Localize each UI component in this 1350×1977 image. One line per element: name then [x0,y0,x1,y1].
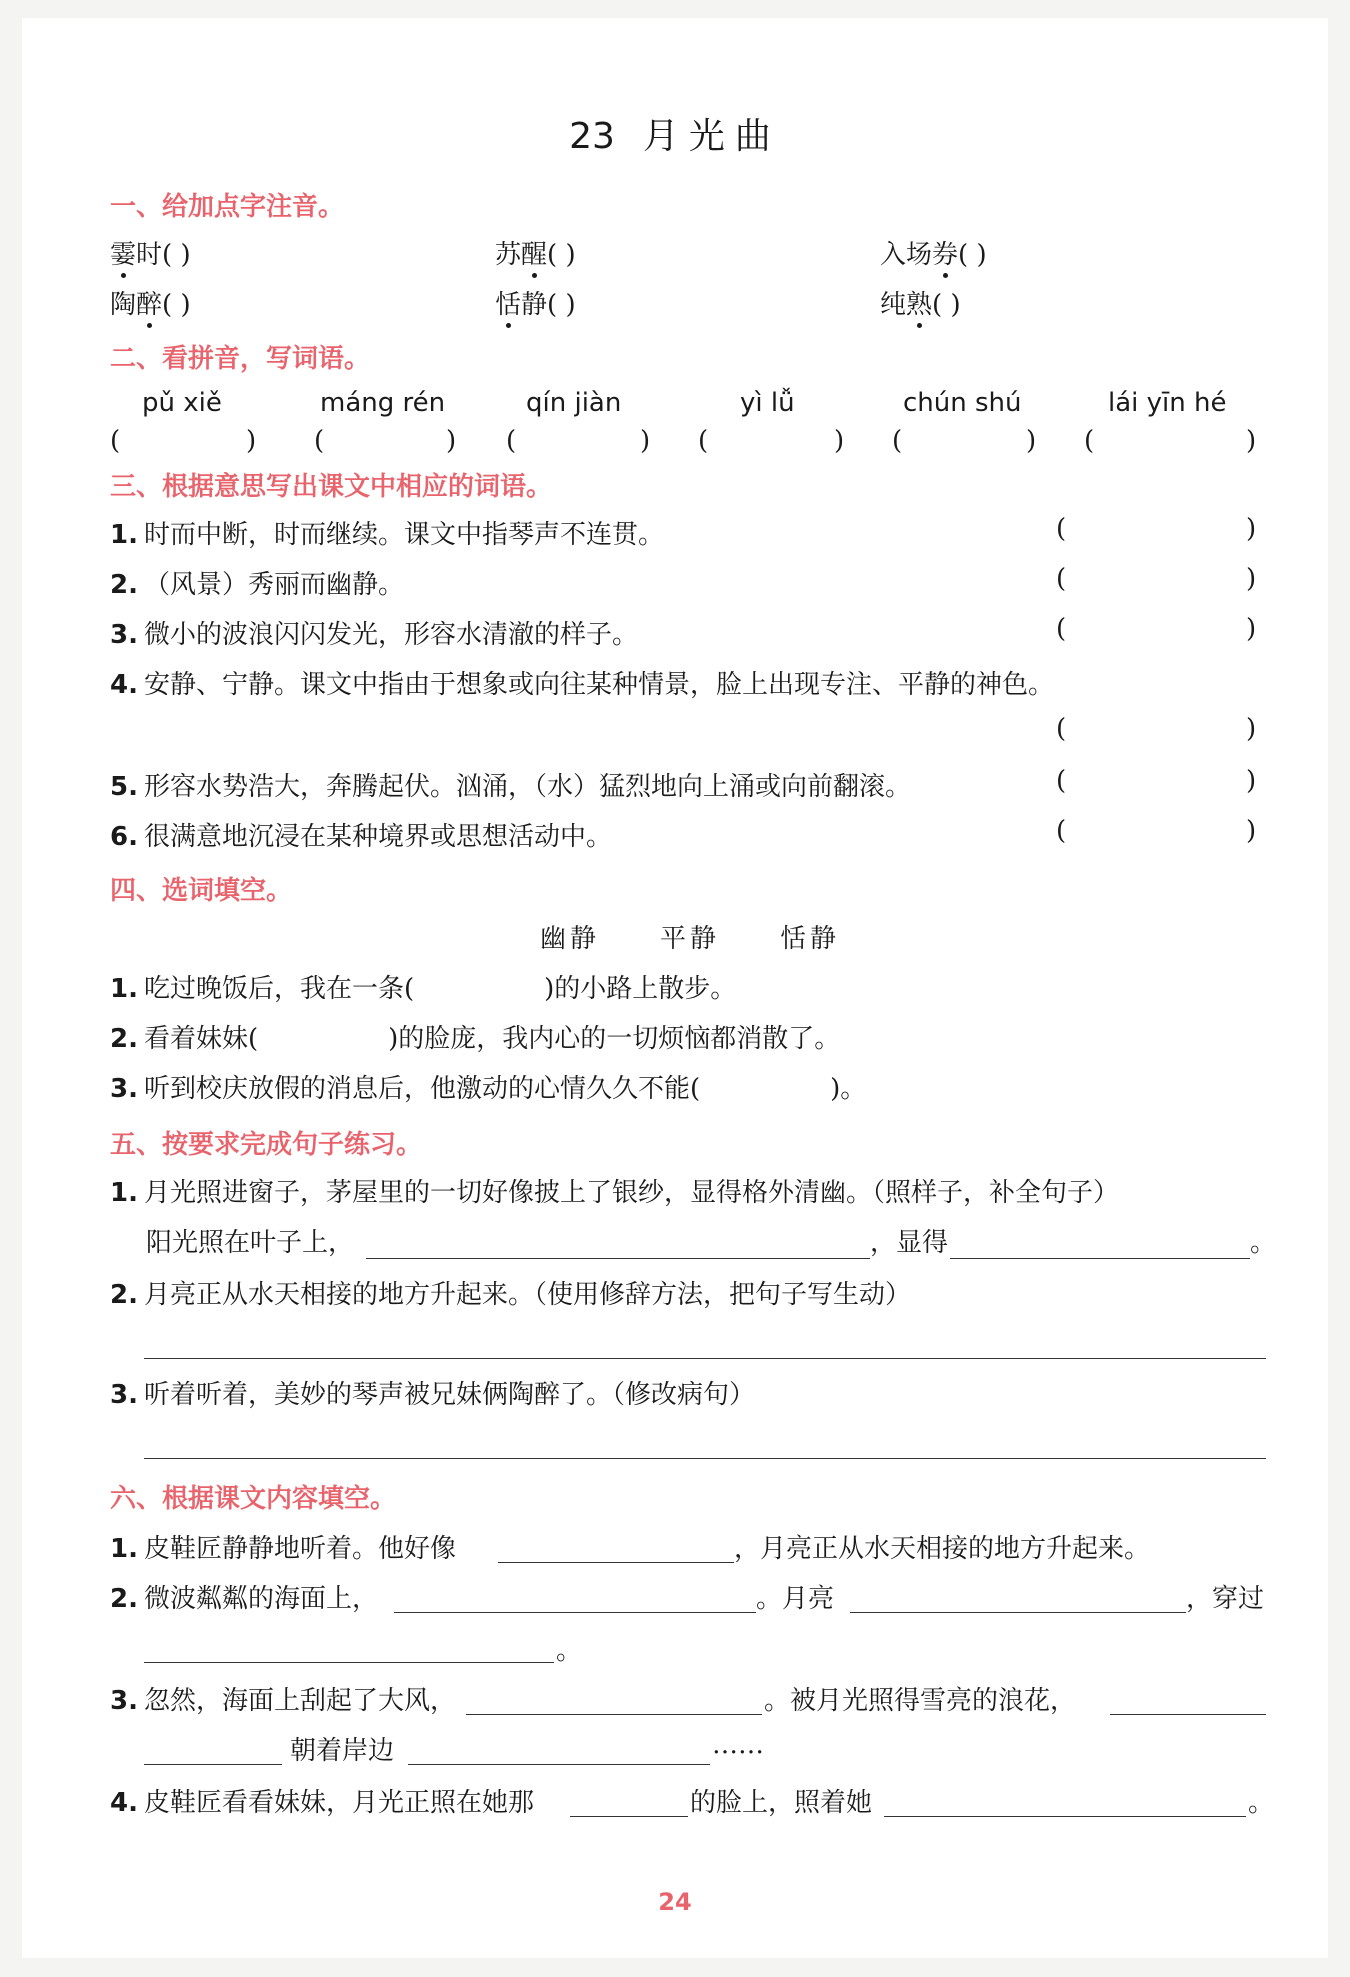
page-number: 24 [658,1888,692,1916]
answer-paren-open: ( [1056,816,1067,846]
answer-line [394,1612,756,1613]
definition-item: 2. （风景）秀丽而幽静。 [110,570,404,600]
section-3-heading: 三、根据意思写出课文中相应的词语。 [110,472,553,502]
content-fill-1b: ，月亮正从水天相接的地方升起来。 [734,1534,1151,1564]
content-fill-2c: ，穿过 [1186,1584,1265,1614]
answer-paren-close: ) [1246,564,1257,594]
answer-paren-open: ( [892,426,903,456]
answer-paren-open: ( [110,426,121,456]
answer-paren-open: ( [1056,614,1067,644]
answer-paren-close: ) [1246,816,1257,846]
definition-item: 6. 很满意地沉浸在某种境界或思想活动中。 [110,822,612,852]
word-choice: 恬静 [780,924,841,954]
answer-paren-open: ( [1056,714,1067,744]
content-fill-4: 4. 皮鞋匠看看妹妹，月光正照在她那 [110,1788,534,1818]
phonetic-item: 陶醉( ) [110,284,191,321]
content-fill-1: 1. 皮鞋匠静静地听着。他好像 [110,1534,456,1564]
answer-paren-close: ) [1246,766,1257,796]
sentence-fill-end: 。 [1250,1228,1277,1258]
content-fill-3: 3. 忽然，海面上刮起了大风， [110,1686,456,1716]
answer-line [950,1258,1250,1259]
sentence-fill-b: ，显得 [870,1228,949,1258]
pinyin-prompt: pǔ xiě [142,388,222,418]
answer-line [850,1612,1186,1613]
answer-line [144,1358,1266,1359]
section-6-heading: 六、根据课文内容填空。 [110,1484,397,1514]
answer-line [466,1714,762,1715]
answer-line [144,1764,282,1765]
answer-paren-close: ) [246,426,257,456]
answer-paren-close: ) [1026,426,1037,456]
word-choice: 幽静 [540,924,601,954]
definition-item: 4. 安静、宁静。课文中指由于想象或向往某种情景，脸上出现专注、平静的神色。 [110,670,1054,700]
fill-blank-item: 3. 听到校庆放假的消息后，他激动的心情久久不能( )。 [110,1074,867,1104]
answer-paren-close: ) [1246,614,1257,644]
answer-paren-open: ( [314,426,325,456]
lesson-title: 月光曲 [642,116,781,157]
answer-line [144,1458,1266,1459]
pinyin-prompt: chún shú [903,388,1022,418]
content-fill-2: 2. 微波粼粼的海面上， [110,1584,378,1614]
sentence-task: 1. 月光照进窗子，茅屋里的一切好像披上了银纱，显得格外清幽。（照样子，补全句子） [110,1178,1119,1208]
answer-paren-open: ( [1056,766,1067,796]
answer-paren-close: ) [640,426,651,456]
answer-line [366,1258,870,1259]
content-fill-3d: …… [712,1730,764,1760]
answer-paren-close: ) [1246,514,1257,544]
definition-item: 3. 微小的波浪闪闪发光，形容水清澈的样子。 [110,620,638,650]
answer-line [408,1764,710,1765]
word-choice: 平静 [660,924,721,954]
answer-line [884,1816,1246,1817]
definition-item: 1. 时而中断，时而继续。课文中指琴声不连贯。 [110,520,664,550]
answer-line [498,1562,734,1563]
answer-line [1110,1714,1266,1715]
answer-line [144,1662,554,1663]
page-title [0,108,1350,159]
answer-line [570,1816,688,1817]
content-fill-2b: 。月亮 [756,1584,835,1614]
pinyin-prompt: yì lǚ [740,388,795,418]
phonetic-item: 苏醒( ) [495,234,576,271]
sentence-task: 3. 听着听着，美妙的琴声被兄妹俩陶醉了。（修改病句） [110,1380,755,1410]
fill-blank-item: 2. 看着妹妹( )的脸庞，我内心的一切烦恼都消散了。 [110,1024,841,1054]
answer-paren-close: ) [446,426,457,456]
fill-blank-item: 1. 吃过晚饭后，我在一条( )的小路上散步。 [110,974,737,1004]
answer-paren-open: ( [1084,426,1095,456]
sentence-fill-a: 阳光照在叶子上， [146,1228,355,1258]
answer-paren-close: ) [1246,714,1257,744]
section-2-heading: 二、看拼音，写词语。 [110,344,371,374]
sentence-task: 2. 月亮正从水天相接的地方升起来。（使用修辞方法，把句子写生动） [110,1280,911,1310]
phonetic-item: 纯熟( ) [880,284,961,321]
answer-paren-open: ( [1056,564,1067,594]
answer-paren-open: ( [698,426,709,456]
lesson-number: 23 [569,116,615,157]
content-fill-3c: 朝着岸边 [290,1736,395,1766]
pinyin-prompt: lái yīn hé [1108,388,1227,418]
definition-item: 5. 形容水势浩大，奔腾起伏。汹涌，（水）猛烈地向上涌或向前翻滚。 [110,772,911,802]
section-4-heading: 四、选词填空。 [110,876,293,906]
content-fill-4c: 。 [1248,1788,1275,1818]
answer-paren-open: ( [1056,514,1067,544]
section-5-heading: 五、按要求完成句子练习。 [110,1130,423,1160]
answer-paren-close: ) [834,426,845,456]
answer-paren-open: ( [506,426,517,456]
phonetic-item: 霎时( ) [110,234,191,271]
answer-paren-close: ) [1246,426,1257,456]
content-fill-2d: 。 [556,1636,583,1666]
pinyin-prompt: qín jiàn [526,388,622,418]
phonetic-item: 恬静( ) [495,284,576,321]
section-1-heading: 一、给加点字注音。 [110,192,345,222]
pinyin-prompt: máng rén [320,388,446,418]
content-fill-4b: 的脸上，照着她 [690,1788,873,1818]
phonetic-item: 入场券( ) [880,234,987,271]
content-fill-3b: 。被月光照得雪亮的浪花， [764,1686,1077,1716]
